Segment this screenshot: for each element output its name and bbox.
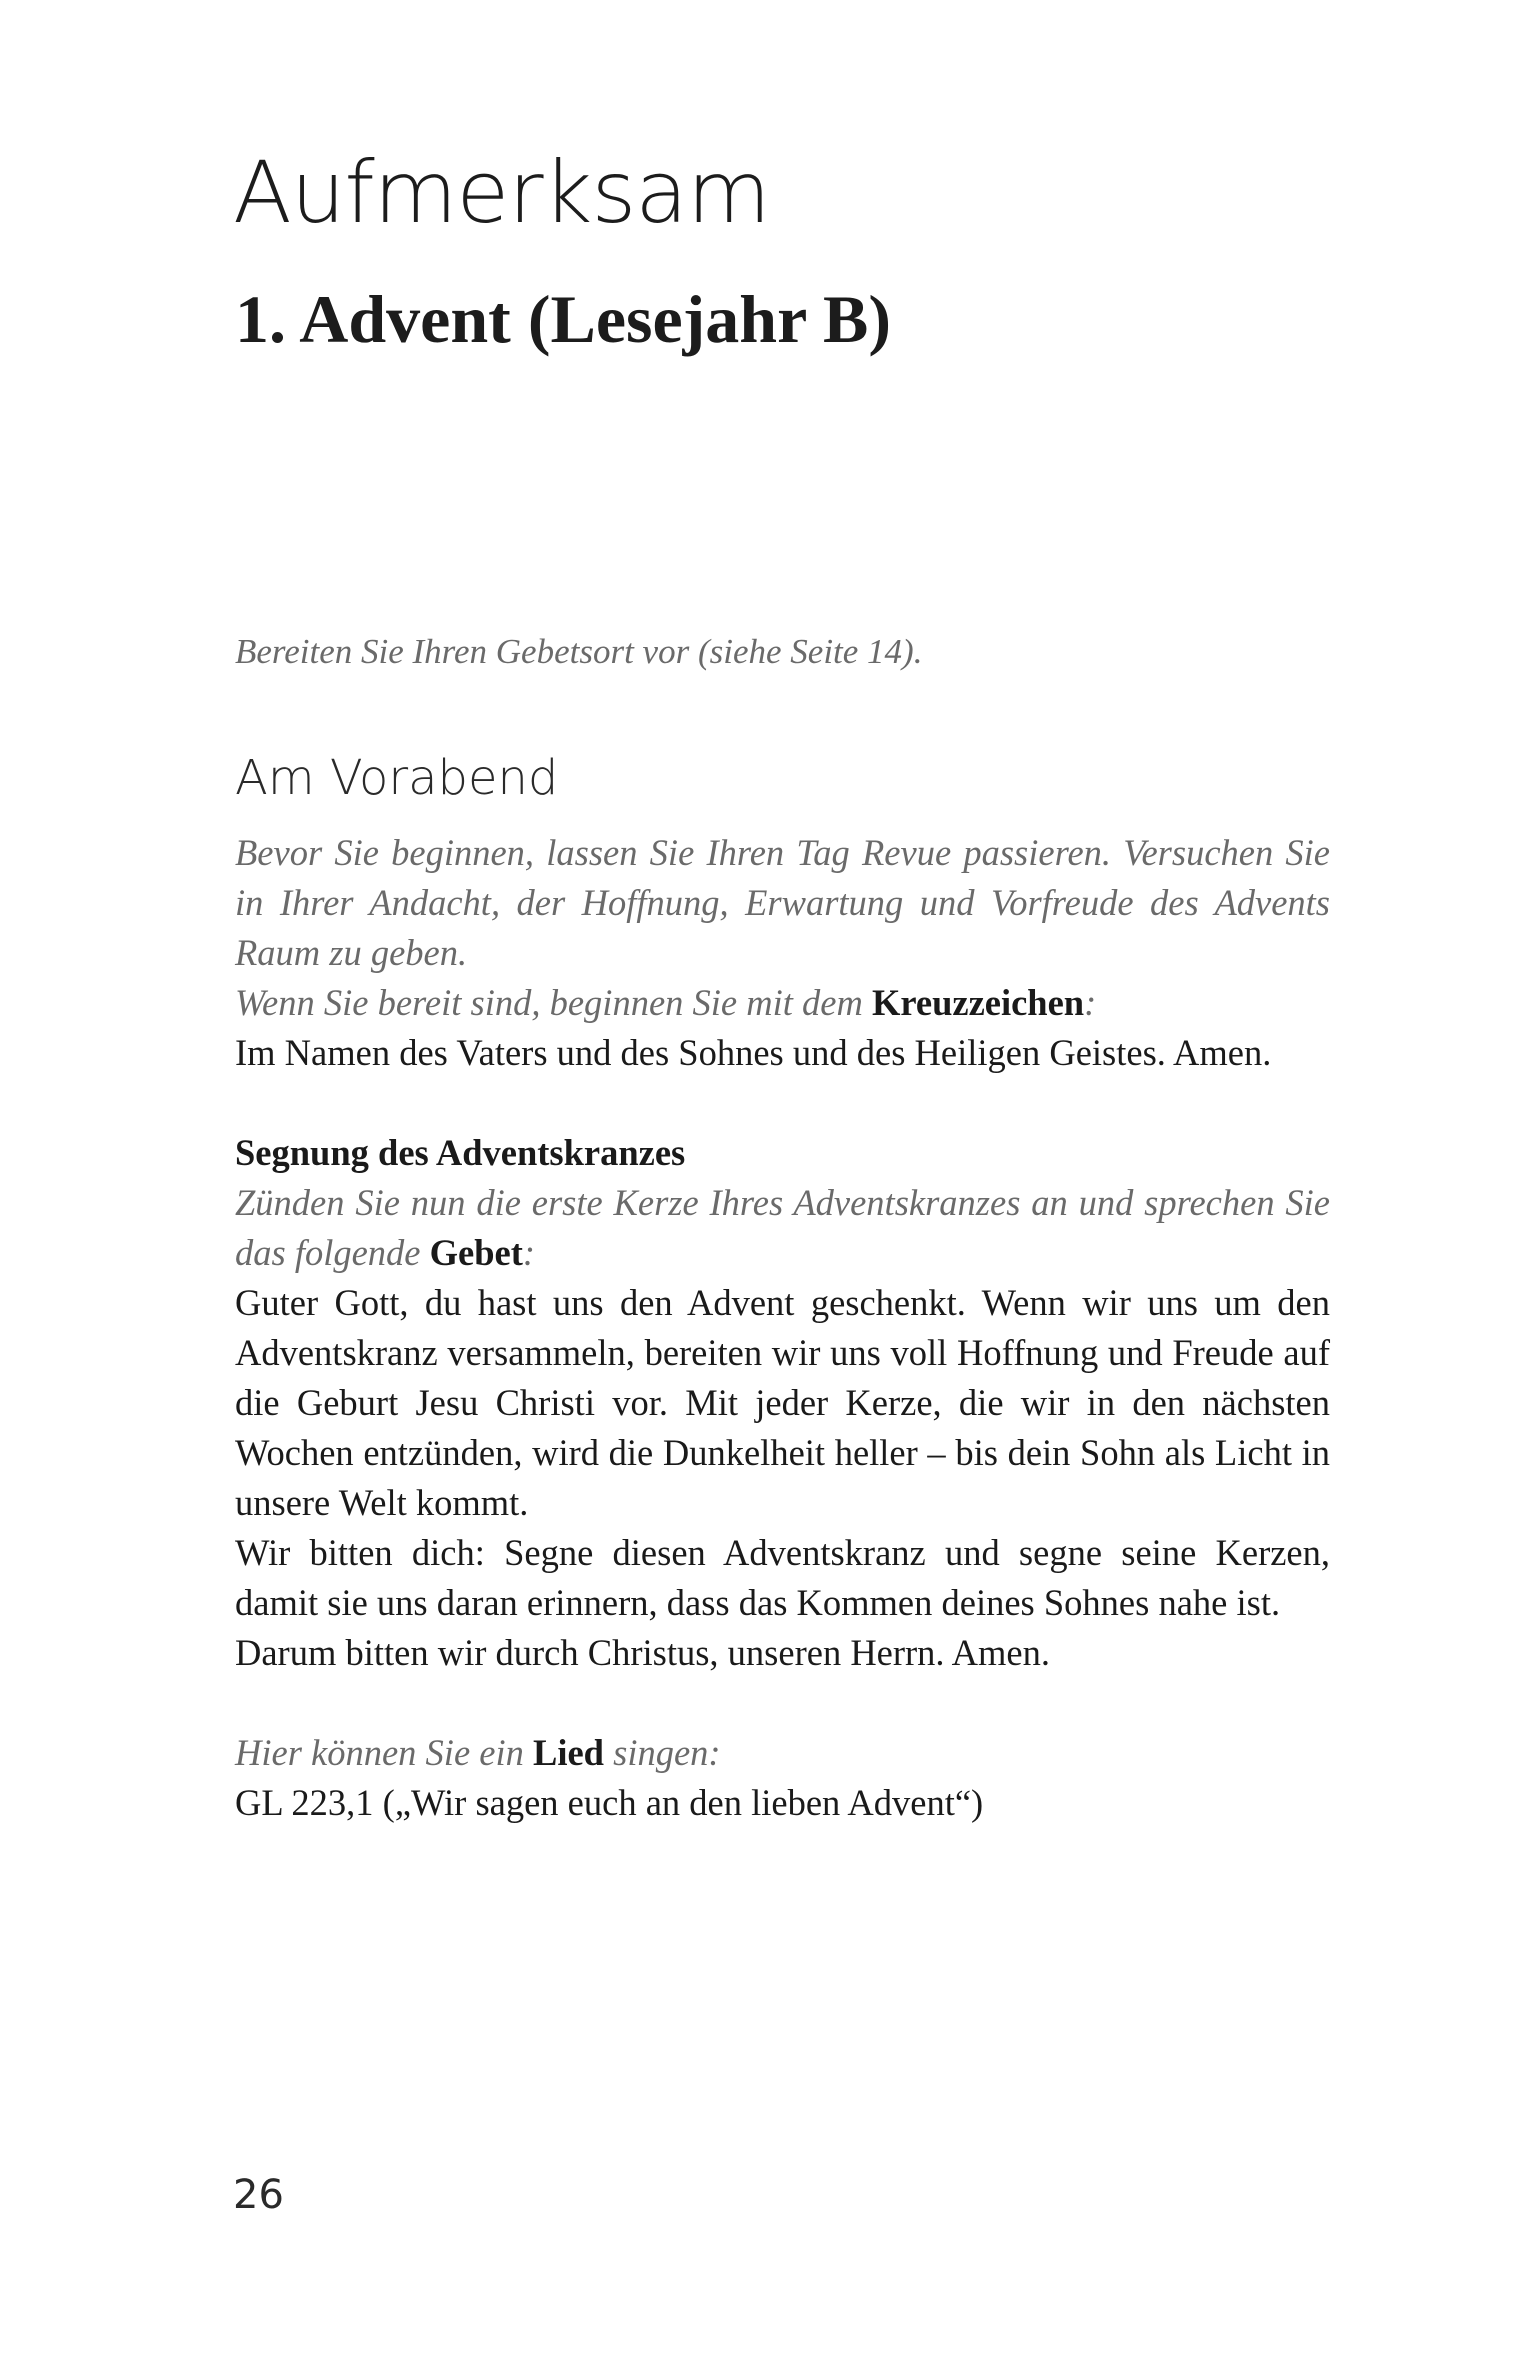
cross-instruction-suffix: : — [1084, 982, 1097, 1023]
lied-instruction-suffix: singen: — [604, 1732, 721, 1773]
cross-prayer: Im Namen des Vaters und des Sohnes und des Heiligen Geistes. Amen. — [235, 1032, 1272, 1073]
segnung-prayer-3: Darum bitten wir durch Christus, unseren Herrn. Amen. — [235, 1632, 1050, 1673]
intro-instruction: Bereiten Sie Ihren Gebetsort vor (siehe Seite 14). — [235, 632, 923, 671]
lied-instruction — [235, 1728, 1330, 1778]
segnung-prayer-1: Guter Gott, du hast uns den Advent geschenkt. Wenn wir uns um den Adventskranz versammeln, bereiten wir uns voll Hoffnung und Freude auf die Geburt Jesu Christi vor. Mit jeder Kerze, die wir in den nächsten Wochen entzünden, wird die Dunkelheit heller – bis dein Sohn als Licht in unsere Welt kommt. — [235, 1282, 1330, 1523]
section-heading-vorabend: Am Vorabend — [235, 750, 559, 806]
segnung-instruction-prefix: Zünden Sie nun die erste Kerze Ihres Adventskranzes an und sprechen Sie das folgende — [235, 1182, 1330, 1273]
segnung-instruction — [235, 1178, 1330, 1278]
lied-instruction-prefix: Hier können Sie ein — [235, 1732, 533, 1773]
segnung-instruction-suffix: : — [522, 1232, 536, 1273]
page-number: 26 — [233, 2172, 284, 2218]
page-subtitle: 1. Advent (Lesejahr B) — [235, 281, 892, 357]
segnung-prayer-2: Wir bitten dich: Segne diesen Adventskranz und segne seine Kerzen, damit sie uns daran erinnern, dass das Kommen deines Sohnes nahe ist. — [235, 1532, 1330, 1623]
cross-instruction-prefix: Wenn Sie bereit sind, beginnen Sie mit dem — [235, 982, 872, 1023]
vorabend-instruction: Bevor Sie beginnen, lassen Sie Ihren Tag Revue passieren. Versuchen Sie in Ihrer Andacht, der Hoffnung, Erwartung und Vorfreude des Advents Raum zu geben. — [235, 832, 1330, 973]
lied-keyword: Lied — [533, 1732, 604, 1773]
section-heading-segnung: Segnung des Adventskranzes — [235, 1132, 686, 1173]
body-text — [235, 828, 1330, 1828]
page-title: Aufmerksam — [233, 143, 770, 243]
prayer-keyword: Gebet — [429, 1232, 523, 1273]
lied-reference: GL 223,1 („Wir sagen euch an den lieben Advent“) — [235, 1782, 984, 1823]
cross-keyword: Kreuzzeichen — [871, 982, 1085, 1023]
cross-instruction — [235, 978, 1330, 1028]
